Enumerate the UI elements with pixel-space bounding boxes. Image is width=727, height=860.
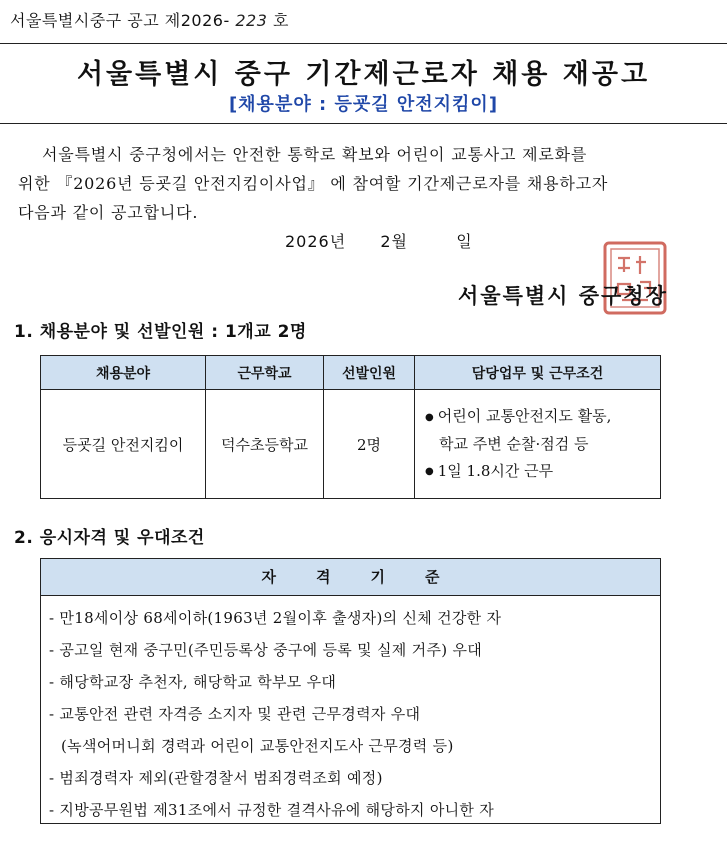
col-field: 채용분야 [41,356,206,390]
notice-number-handwritten: 223 [235,11,268,30]
intro-line-1: 서울특별시 중구청에서는 안전한 통학로 확보와 어린이 교통사고 제로화를 [42,145,588,164]
col-count: 선발인원 [324,356,415,390]
list-item: - 범죄경력자 제외(관할경찰서 범죄경력조회 예정) [49,769,383,787]
section-1-heading: 1. 채용분야 및 선발인원 : 1개교 2명 [14,322,307,342]
duty-item [425,403,656,431]
notice-number-suffix: 호 [272,11,289,30]
col-school: 근무학교 [206,356,324,390]
cell-duties [415,390,661,499]
list-item: - 교통안전 관련 자격증 소지자 및 관련 근무경력자 우대 [49,705,421,723]
duty-item [425,458,656,486]
recruitment-table [40,355,661,499]
qualification-box [40,596,661,824]
col-duties: 담당업무 및 근무조건 [415,356,661,390]
list-item: (녹색어머니회 경력과 어린이 교통안전지도사 근무경력 등) [61,737,454,755]
issuer-name: 서울특별시 중구청장 [458,283,668,308]
cell-field: 등굣길 안전지킴이 [41,390,206,499]
date-day: 일 [456,232,473,251]
notice-number-prefix: 서울특별시중구 공고 제2026- [10,11,230,30]
notice-date [285,229,473,252]
intro-line-3: 다음과 같이 공고합니다. [18,203,199,222]
list-item: - 지방공무원법 제31조에서 규정한 결격사유에 해당하지 아니한 자 [49,801,495,819]
intro-line-2: 위한 『2026년 등굣길 안전지킴이사업』 에 참여할 기간제근로자를 채용하고자 [18,174,609,193]
qualification-box-title: 자격기준 [40,558,661,596]
title-bottom-rule [0,123,727,124]
list-item: - 공고일 현재 중구민(주민등록상 중구에 등록 및 실제 거주) 우대 [49,641,483,659]
list-item: - 만18세이상 68세이하(1963년 2월이후 출생자)의 신체 건강한 자 [49,609,502,627]
notice-number [10,8,289,31]
qualification-list [49,602,652,826]
duty-text: 어린이 교통안전지도 활동, [437,407,612,425]
date-year: 2026년 [285,232,347,251]
cell-count: 2명 [324,390,415,499]
bullet-icon: ● [425,466,434,477]
top-rule [0,43,727,44]
duty-text: 1일 1.8시간 근무 [437,461,554,480]
date-month: 2월 [380,232,409,251]
bullet-icon: ● [425,411,434,423]
cell-school: 덕수초등학교 [206,390,324,499]
table-row [41,390,661,499]
intro-paragraph [18,140,683,227]
section-2-heading: 2. 응시자격 및 우대조건 [14,528,205,548]
list-item: - 해당학교장 추천자, 해당학교 학부모 우대 [49,673,337,691]
page-title: 서울특별시 중구 기간제근로자 채용 재공고 [76,59,651,90]
page-subtitle: [채용분야 : 등굣길 안전지킴이] [228,94,499,115]
table-header-row [41,356,661,390]
duty-text: 학교 주변 순찰·점검 등 [439,434,589,453]
duty-item [425,431,656,458]
